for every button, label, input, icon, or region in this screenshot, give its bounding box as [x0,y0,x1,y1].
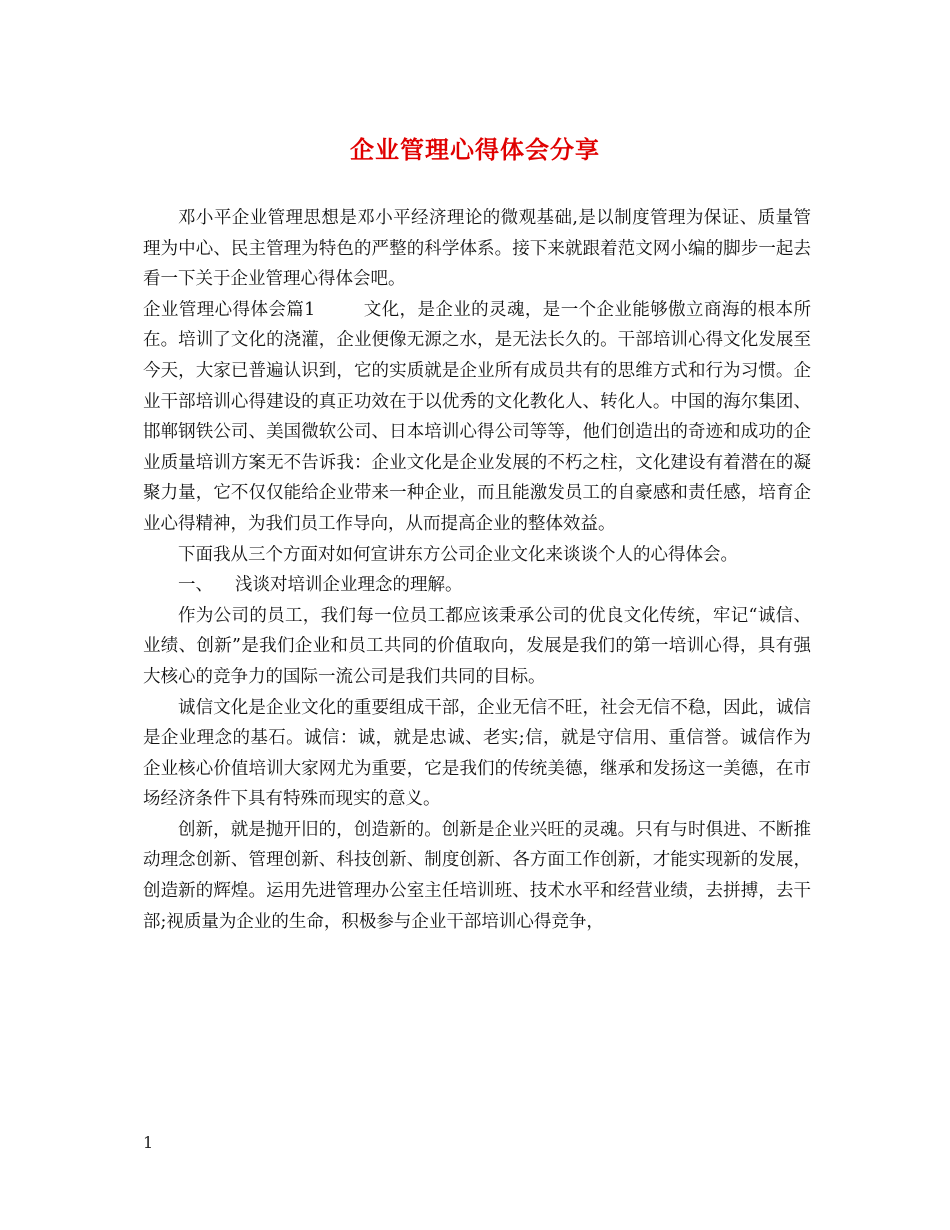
page-number: 1 [143,1133,154,1152]
paragraph-culture [143,295,811,540]
paragraph-integrity: 诚信文化是企业文化的重要组成干部，企业无信不旺，社会无信不稳，因此，诚信是企业理念的基石。诚信：诚，就是忠诚、老实;信，就是守信用、重信誉。诚信作为企业核心价值培训大家网尤为重要，它是我们的传统美德，继承和发扬这一美德，在市场经济条件下具有特殊而现实的意义。 [143,697,811,810]
paragraph-three-aspects: 下面我从三个方面对如何宣讲东方公司企业文化来谈谈个人的心得体会。 [178,544,738,565]
section-heading: 企业管理心得体会篇1 [143,299,316,320]
document-title: 企业管理心得体会分享 [350,135,600,164]
paragraph-culture-text: 文化，是企业的灵魂，是一个企业能够傲立商海的根本所在。培训了文化的浇灌，企业便像无源之水，是无法长久的。干部培训心得文化发展至今天，大家已普遍认识到，它的实质就是企业所有成员共有的思维方式和行为习惯。企业干部培训心得建设的真正功效在于以优秀的文化教化人、转化人。中国的海尔集团、邯郸钢铁公司、美国微软公司、日本培训心得公司等等，他们创造出的奇迹和成功的企业质量培训方案无不告诉我：企业文化是企业发展的不朽之柱，文化建设有着潜在的凝聚力量，它不仅仅能给企业带来一种企业，而且能激发员工的自豪感和责任感，培育企业心得精神，为我们员工作导向，从而提高企业的整体效益。 [143,299,812,534]
paragraph-intro: 邓小平企业管理思想是邓小平经济理论的微观基础,是以制度管理为保证、质量管理为中心、民主管理为特色的严整的科学体系。接下来就跟着范文网小编的脚步一起去看一下关于企业管理心得体会吧。 [143,208,811,290]
paragraph-employees: 作为公司的员工，我们每一位员工都应该秉承公司的优良文化传统，牢记“诚信、业绩、创新”是我们企业和员工共同的价值取向，发展是我们的第一培训心得，具有强大核心的竞争力的国际一流公司是我们共同的目标。 [143,605,811,687]
list-item-text: 浅谈对培训企业理念的理解。 [235,575,463,596]
list-marker: 一、 [178,575,213,596]
list-item-first [143,570,811,601]
document-body [143,203,811,937]
paragraph-innovation: 创新，就是抛开旧的，创造新的。创新是企业兴旺的灵魂。只有与时俱进、不断推动理念创新、管理创新、科技创新、制度创新、各方面工作创新，才能实现新的发展，创造新的辉煌。运用先进管理办公室主任培训班、技术水平和经营业绩，去拼搏，去干部;视质量为企业的生命，积极参与企业干部培训心得竞争， [143,819,811,932]
